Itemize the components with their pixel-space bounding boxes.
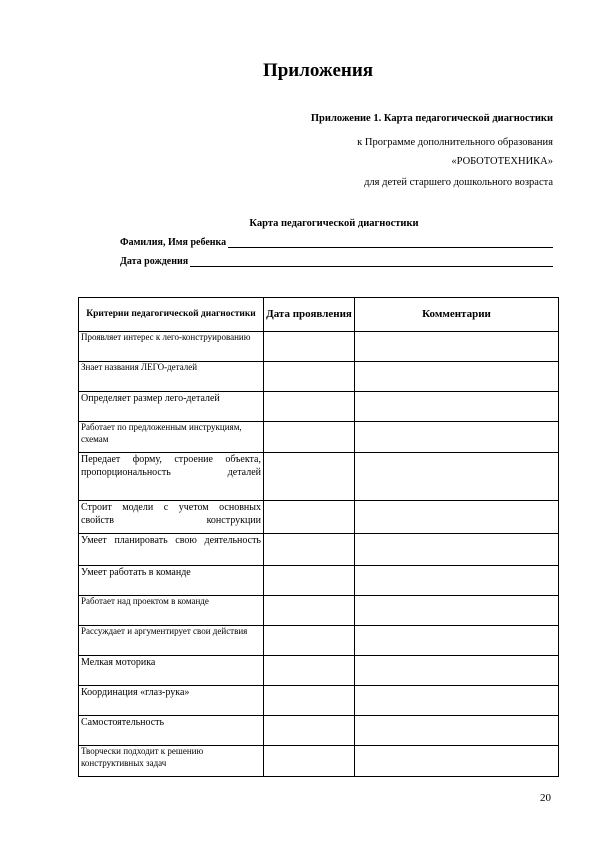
date-cell[interactable] — [264, 332, 355, 362]
comment-cell[interactable] — [355, 716, 559, 746]
comment-cell[interactable] — [355, 656, 559, 686]
comment-cell[interactable] — [355, 332, 559, 362]
comment-cell[interactable] — [355, 422, 559, 453]
table-row — [79, 686, 559, 716]
criterion-cell: Строит модели с учетом основных свойств конструкции — [79, 501, 264, 534]
comment-cell[interactable] — [355, 746, 559, 777]
comment-cell[interactable] — [355, 596, 559, 626]
date-cell[interactable] — [264, 534, 355, 566]
criterion-cell: Умеет планировать свою деятельность — [79, 534, 264, 566]
page-title: Приложения — [262, 60, 374, 81]
table-row — [79, 453, 559, 501]
comment-cell[interactable] — [355, 392, 559, 422]
comment-cell[interactable] — [355, 686, 559, 716]
date-cell[interactable] — [264, 501, 355, 534]
criterion-cell: Мелкая моторика — [79, 656, 264, 686]
criterion-cell: Передает форму, строение объекта, пропорциональность деталей — [79, 453, 264, 501]
date-cell[interactable] — [264, 362, 355, 392]
card-title: Карта педагогической диагностики — [249, 218, 419, 229]
criterion-cell: Творчески подходит к решению конструктивных задач — [79, 746, 264, 777]
table-row — [79, 332, 559, 362]
table-row — [79, 566, 559, 596]
table-row — [79, 746, 559, 777]
criterion-cell: Координация «глаз-рука» — [79, 686, 264, 716]
birth-date-input-line[interactable] — [190, 256, 553, 267]
date-cell[interactable] — [264, 453, 355, 501]
table-row — [79, 596, 559, 626]
criterion-cell: Работает над проектом в команде — [79, 596, 264, 626]
criterion-cell: Самостоятельность — [79, 716, 264, 746]
appendix-program-name: «РОБОТОТЕХНИКА» — [451, 156, 553, 167]
diagnostics-table — [78, 297, 559, 777]
child-name-field[interactable] — [120, 237, 553, 248]
date-cell[interactable] — [264, 746, 355, 777]
date-cell[interactable] — [264, 596, 355, 626]
date-cell[interactable] — [264, 626, 355, 656]
table-row — [79, 716, 559, 746]
comment-cell[interactable] — [355, 566, 559, 596]
table-row — [79, 422, 559, 453]
comment-cell[interactable] — [355, 453, 559, 501]
table-row — [79, 626, 559, 656]
criterion-cell: Работает по предложенным инструкциям, схемам — [79, 422, 264, 453]
appendix-subtitle-line: к Программе дополнительного образования — [357, 137, 553, 148]
criterion-cell: Умеет работать в команде — [79, 566, 264, 596]
criterion-cell: Проявляет интерес к лего-конструированию — [79, 332, 264, 362]
table-row — [79, 362, 559, 392]
header-criteria: Критерии педагогической диагностики — [79, 298, 264, 332]
header-date: Дата проявления — [264, 298, 355, 332]
criterion-cell: Знает названия ЛЕГО-деталей — [79, 362, 264, 392]
date-cell[interactable] — [264, 422, 355, 453]
page-number: 20 — [540, 792, 551, 804]
date-cell[interactable] — [264, 656, 355, 686]
criterion-cell: Определяет размер лего-деталей — [79, 392, 264, 422]
comment-cell[interactable] — [355, 626, 559, 656]
birth-date-label: Дата рождения — [120, 256, 189, 267]
table-row — [79, 534, 559, 566]
comment-cell[interactable] — [355, 501, 559, 534]
date-cell[interactable] — [264, 686, 355, 716]
child-name-input-line[interactable] — [228, 237, 553, 248]
appendix-audience-line: для детей старшего дошкольного возраста — [364, 177, 553, 188]
child-name-label: Фамилия, Имя ребенка — [120, 237, 227, 248]
date-cell[interactable] — [264, 392, 355, 422]
table-row — [79, 392, 559, 422]
comment-cell[interactable] — [355, 362, 559, 392]
criterion-cell: Рассуждает и аргументирует свои действия — [79, 626, 264, 656]
table-row — [79, 501, 559, 534]
date-cell[interactable] — [264, 566, 355, 596]
birth-date-field[interactable] — [120, 256, 553, 267]
date-cell[interactable] — [264, 716, 355, 746]
table-header-row — [79, 298, 559, 332]
header-comments: Комментарии — [355, 298, 559, 332]
appendix-heading: Приложение 1. Карта педагогической диагностики — [310, 113, 553, 124]
table-row — [79, 656, 559, 686]
comment-cell[interactable] — [355, 534, 559, 566]
